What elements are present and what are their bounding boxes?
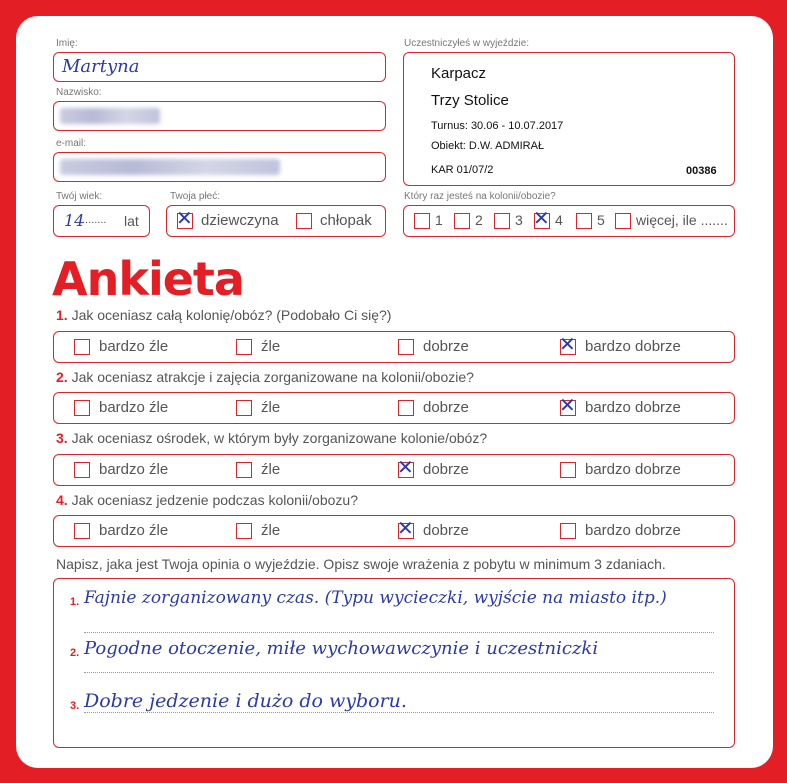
name-field[interactable] (53, 52, 386, 82)
question-1 (56, 307, 391, 323)
q3-option-very-good: bardzo dobrze (585, 461, 681, 478)
q1-option-bad: źle (261, 338, 281, 355)
check-mark-icon: ✕ (397, 516, 414, 540)
age-unit: lat (124, 213, 139, 229)
question-number: 3. (56, 430, 68, 446)
surname-label: Nazwisko: (56, 87, 102, 98)
q3-option-bad: źle (261, 461, 281, 478)
q3-option-good: dobrze (423, 461, 469, 478)
answer-line (84, 632, 714, 633)
q4-checkbox-good[interactable] (397, 516, 414, 540)
gender-group (166, 205, 386, 237)
gender-checkbox-boy[interactable] (296, 213, 312, 229)
q1-option-very-good: bardzo dobrze (585, 338, 681, 355)
q4-option-very-bad: bardzo źle (99, 522, 169, 539)
q4-checkbox-very-bad[interactable] (74, 523, 90, 539)
times-checkbox-5[interactable] (576, 213, 592, 229)
check-mark-icon: ✕ (176, 206, 193, 230)
q3-option-very-bad: bardzo źle (99, 461, 169, 478)
question-text: Jak oceniasz całą kolonię/obóz? (Podobało Ci się?) (71, 307, 392, 323)
name-value: Martyna (62, 56, 140, 77)
question-4-options (53, 515, 735, 547)
times-option-3: 3 (515, 212, 523, 228)
times-option-5: 5 (597, 212, 605, 228)
email-field[interactable] (53, 152, 386, 182)
redacted-email (60, 159, 280, 175)
age-dots: ........ (82, 214, 107, 226)
question-text: Jak oceniasz jedzenie podczas kolonii/obozu? (71, 492, 358, 508)
q2-option-very-good: bardzo dobrze (585, 399, 681, 416)
q4-checkbox-bad[interactable] (236, 523, 252, 539)
age-value: 14 (64, 211, 85, 230)
question-3-options (53, 454, 735, 486)
question-4 (56, 492, 358, 508)
q2-option-very-bad: bardzo źle (99, 399, 169, 416)
trip-number: 00386 (686, 165, 717, 177)
question-1-options (53, 331, 735, 363)
trip-turnus: Turnus: 30.06 - 10.07.2017 (431, 120, 564, 132)
trip-place: Karpacz (431, 65, 487, 82)
trip-object: Obiekt: D.W. ADMIRAŁ (431, 140, 545, 152)
q2-checkbox-bad[interactable] (236, 400, 252, 416)
q4-option-good: dobrze (423, 522, 469, 539)
trip-program: Trzy Stolice (431, 92, 509, 109)
answer-number: 1. (70, 596, 80, 608)
q4-option-very-good: bardzo dobrze (585, 522, 681, 539)
question-number: 2. (56, 369, 68, 385)
gender-checkbox-girl[interactable] (176, 206, 193, 230)
answer-line (84, 672, 714, 673)
q3-checkbox-bad[interactable] (236, 462, 252, 478)
q2-checkbox-very-good[interactable] (559, 393, 576, 417)
q2-checkbox-good[interactable] (398, 400, 414, 416)
times-checkbox-3[interactable] (494, 213, 510, 229)
times-option-more: więcej, ile ....... (636, 212, 728, 228)
gender-option-girl: dziewczyna (201, 212, 279, 229)
q4-option-bad: źle (261, 522, 281, 539)
times-option-1: 1 (435, 212, 443, 228)
question-text: Jak oceniasz ośrodek, w którym były zorganizowane kolonie/obóz? (71, 430, 488, 446)
redacted-surname (60, 108, 160, 124)
question-number: 1. (56, 307, 68, 323)
survey-title: Ankieta (52, 252, 244, 306)
q3-checkbox-very-bad[interactable] (74, 462, 90, 478)
question-2-options (53, 392, 735, 424)
times-checkbox-2[interactable] (454, 213, 470, 229)
times-option-2: 2 (475, 212, 483, 228)
times-checkbox-4[interactable] (533, 206, 550, 230)
answer-3: Dobre jedzenie i dużo do wyboru. (84, 690, 407, 712)
answer-line (84, 712, 714, 713)
q1-checkbox-very-good[interactable] (559, 332, 576, 356)
name-label: Imię: (56, 38, 78, 49)
times-option-4: 4 (555, 212, 563, 228)
trip-box (403, 52, 735, 186)
q3-checkbox-very-good[interactable] (560, 462, 576, 478)
answer-number: 2. (70, 647, 80, 659)
opinion-prompt: Napisz, jaka jest Twoja opinia o wyjeździe. Opisz swoje wrażenia z pobytu w minimum 3 zdaniach. (56, 556, 666, 572)
check-mark-icon: ✕ (397, 455, 414, 479)
trip-label: Uczestniczyłeś w wyjeździe: (404, 38, 530, 49)
question-3 (56, 430, 487, 446)
q1-checkbox-bad[interactable] (236, 339, 252, 355)
answer-2: Pogodne otoczenie, miłe wychowawczynie i uczestniczki (84, 638, 599, 659)
q2-option-bad: źle (261, 399, 281, 416)
trip-code: KAR 01/07/2 (431, 164, 494, 176)
email-label: e-mail: (56, 138, 87, 149)
check-mark-icon: ✕ (533, 206, 550, 230)
q1-option-good: dobrze (423, 338, 469, 355)
question-number: 4. (56, 492, 68, 508)
q1-option-very-bad: bardzo źle (99, 338, 169, 355)
question-2 (56, 369, 474, 385)
surname-field[interactable] (53, 101, 386, 131)
times-checkbox-1[interactable] (414, 213, 430, 229)
gender-label: Twoja płeć: (170, 191, 221, 202)
q1-checkbox-very-bad[interactable] (74, 339, 90, 355)
times-group (403, 205, 735, 237)
answer-number: 3. (70, 700, 80, 712)
age-field[interactable] (53, 205, 150, 237)
q2-option-good: dobrze (423, 399, 469, 416)
gender-option-boy: chłopak (320, 212, 372, 229)
check-mark-icon: ✕ (559, 332, 576, 356)
times-checkbox-more[interactable] (615, 213, 631, 229)
times-label: Który raz jesteś na kolonii/obozie? (404, 191, 556, 202)
question-text: Jak oceniasz atrakcje i zajęcia zorganizowane na kolonii/obozie? (71, 369, 474, 385)
q2-checkbox-very-bad[interactable] (74, 400, 90, 416)
q3-checkbox-good[interactable] (397, 455, 414, 479)
answer-1: Fajnie zorganizowany czas. (Typu wycieczki, wyjście na miasto itp.) (84, 588, 667, 608)
q1-checkbox-good[interactable] (398, 339, 414, 355)
age-label: Twój wiek: (56, 191, 103, 202)
q4-checkbox-very-good[interactable] (560, 523, 576, 539)
check-mark-icon: ✕ (559, 393, 576, 417)
